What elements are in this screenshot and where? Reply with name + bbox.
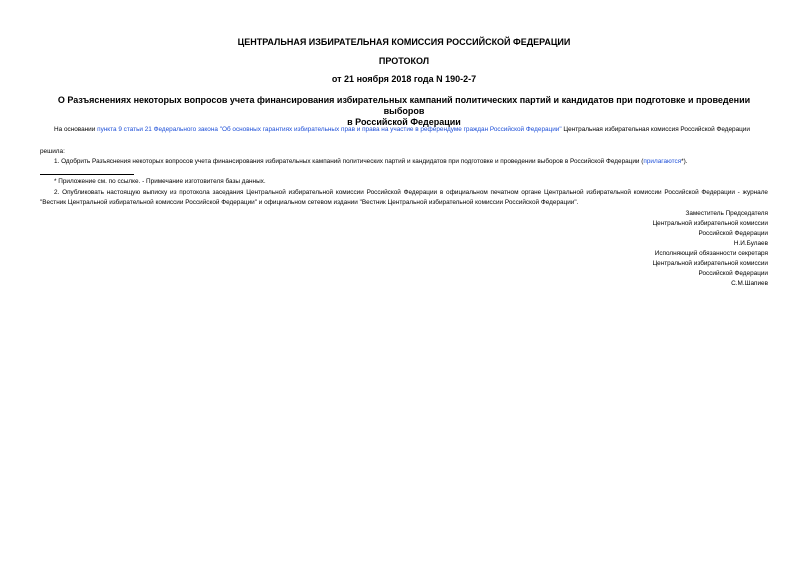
signature-block bbox=[468, 209, 768, 289]
law-reference-link[interactable]: пункта 9 статьи 21 Федерального закона "Об основных гарантиях избирательных прав и права на участие в референдуме граждан Российской Федерации" bbox=[97, 126, 562, 133]
footnote: * Приложение см. по ссылке. - Примечание изготовителя базы данных. bbox=[54, 178, 266, 185]
decision-item-1-end: *). bbox=[681, 158, 688, 165]
footnote-divider bbox=[40, 174, 134, 175]
decision-label: решила: bbox=[40, 148, 65, 155]
signer-1-position-line-2: Центральной избирательной комиссии bbox=[652, 220, 768, 227]
document-title bbox=[40, 95, 768, 128]
document-title-line-2: в Российской Федерации bbox=[347, 117, 461, 127]
basis-prefix: На основании bbox=[54, 126, 96, 133]
signer-2-position-line-3: Российской Федерации bbox=[698, 270, 768, 277]
decision-item-1 bbox=[40, 157, 768, 167]
attachment-link[interactable]: прилагаются bbox=[643, 158, 682, 165]
decision-item-1-text: 1. Одобрить Разъяснения некоторых вопросов учета финансирования избирательных кампаний политических партий и кандидатов при подготовке и проведении выборов в Российской Федерации ( bbox=[54, 158, 644, 165]
basis-suffix: Центральная избирательная комиссия Российской Федерации bbox=[563, 126, 750, 133]
signer-2-position-line-2: Центральной избирательной комиссии bbox=[652, 260, 768, 267]
signer-2-name: С.М.Шапиев bbox=[731, 280, 768, 287]
basis-paragraph bbox=[40, 125, 768, 135]
signer-1-name: Н.И.Булаев bbox=[733, 240, 768, 247]
document-title-line-1: О Разъяснениях некоторых вопросов учета финансирования избирательных кампаний политических партий и кандидатов при подготовке и проведении выборов bbox=[57, 95, 751, 116]
signer-2-position-line-1: Исполняющий обязанности секретаря bbox=[654, 250, 768, 257]
signer-1-position-line-3: Российской Федерации bbox=[698, 230, 768, 237]
date-number-heading: от 21 ноября 2018 года N 190-2-7 bbox=[331, 74, 477, 84]
document-type-heading: ПРОТОКОЛ bbox=[378, 56, 430, 66]
signer-1-position-line-1: Заместитель Председателя bbox=[685, 210, 768, 217]
decision-item-2: 2. Опубликовать настоящую выписку из протокола заседания Центральной избирательной комиссии Российской Федерации в официальном печатном органе Центральной избирательной комиссии Российской Федерации - журнале "Вестник Центральной избирательной комиссии Российской Федерации" и официальном сетевом издании "Вестник Центральной избирательной комиссии Российской Федерации". bbox=[40, 189, 768, 206]
organization-heading: ЦЕНТРАЛЬНАЯ ИЗБИРАТЕЛЬНАЯ КОМИССИЯ РОССИЙСКОЙ ФЕДЕРАЦИИ bbox=[237, 37, 571, 47]
